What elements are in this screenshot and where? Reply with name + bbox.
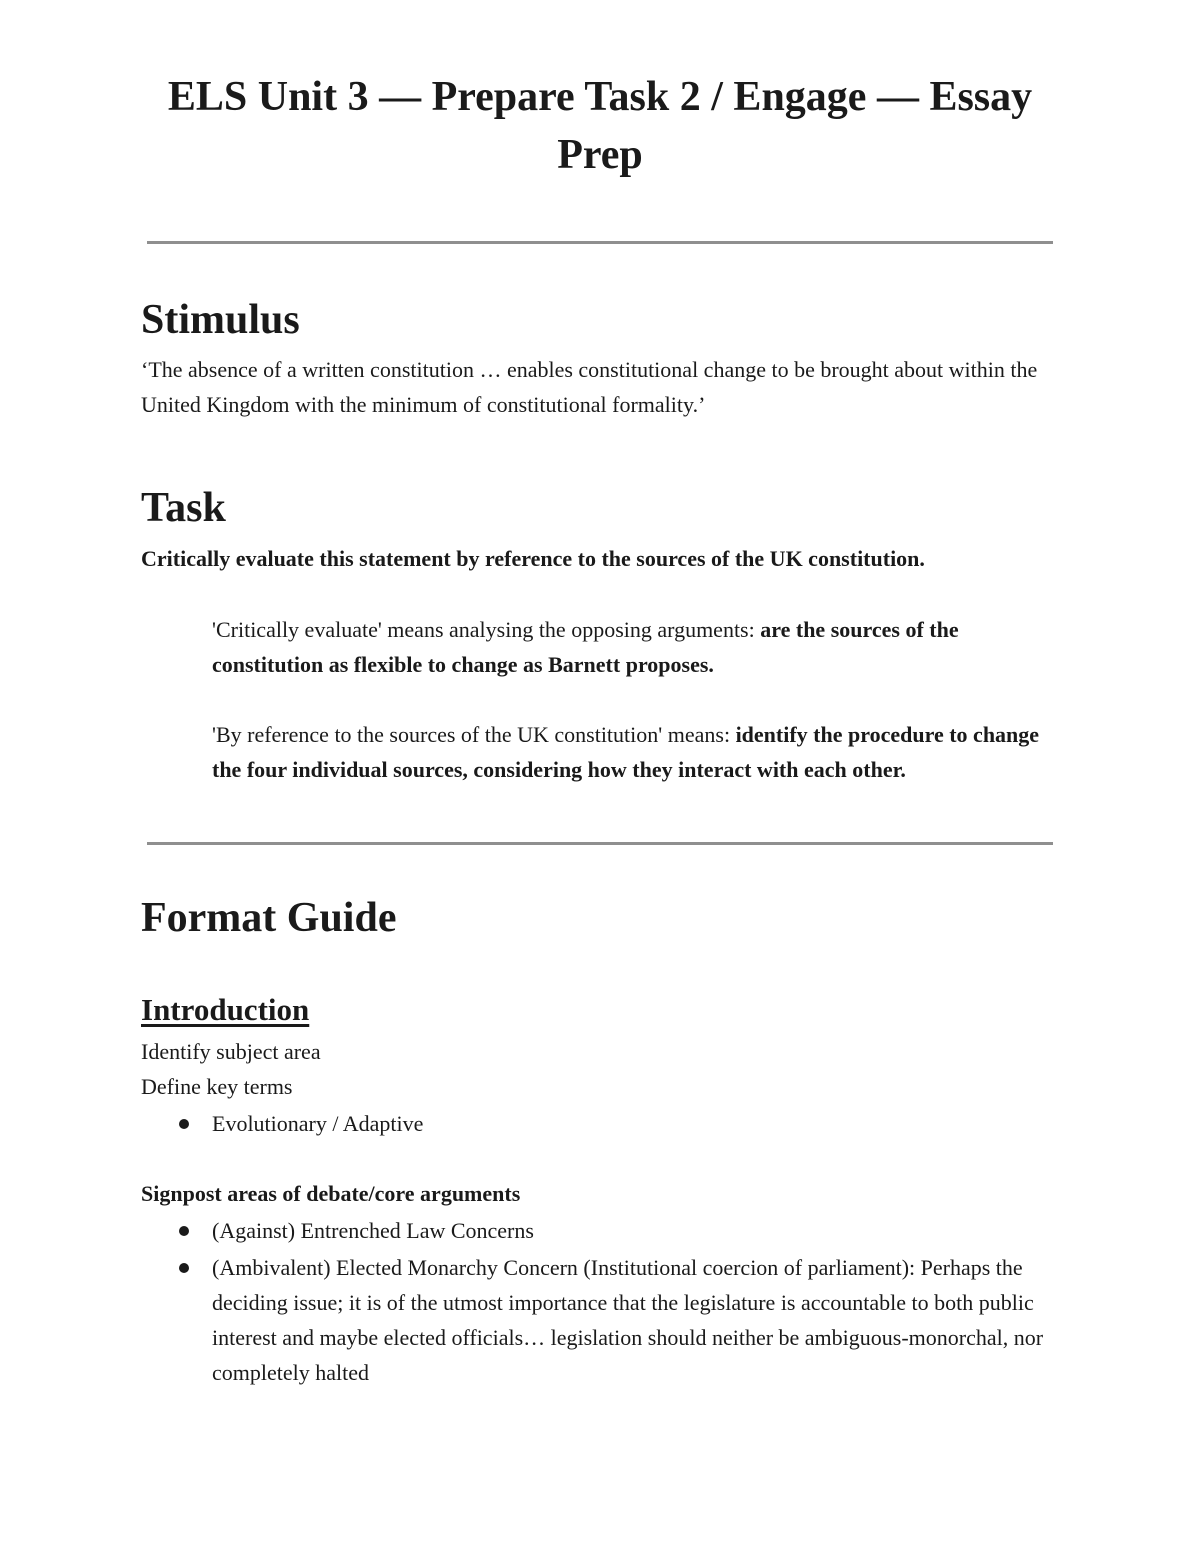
intro-line: Identify subject area: [141, 1039, 321, 1064]
list-item: [141, 1213, 1061, 1248]
stimulus-heading: Stimulus: [141, 297, 300, 343]
format-guide-heading: Format Guide: [141, 895, 397, 941]
list-item: [141, 1106, 1061, 1141]
task-heading: Task: [141, 485, 226, 531]
bullet-icon: [179, 1263, 189, 1273]
task-statement: Critically evaluate this statement by reference to the sources of the UK constitution.: [141, 546, 925, 571]
list-item-text: (Ambivalent) Elected Monarchy Concern (Institutional coercion of parliament): Perhaps the deciding issue; it is of the utmost importance that the legislature is accountable to both public interest and maybe elected officials… legislation should neither be ambiguous-monorchal, nor completely halted: [212, 1255, 1044, 1385]
signpost-heading: Signpost areas of debate/core arguments: [141, 1181, 521, 1206]
task-note: [212, 612, 1062, 682]
intro-line: Define key terms: [141, 1074, 293, 1099]
divider: [147, 241, 1053, 244]
signpost-list: [141, 1213, 1061, 1392]
task-note-emphasis: are the sources of the constitution as flexible to change as Barnett proposes.: [212, 617, 959, 677]
list-item-text: (Against) Entrenched Law Concerns: [212, 1218, 534, 1243]
divider: [147, 842, 1053, 845]
task-note-lead: 'By reference to the sources of the UK constitution' means:: [212, 722, 736, 747]
stimulus-quote: ‘The absence of a written constitution … enables constitutional change to be brought about within the United Kingdom with the minimum of constitutional formality.’: [141, 357, 1038, 417]
introduction-heading: Introduction: [141, 992, 310, 1027]
document-title: ELS Unit 3 — Prepare Task 2 / Engage — Essay Prep: [167, 74, 1033, 178]
task-note-lead: 'Critically evaluate' means analysing the opposing arguments:: [212, 617, 761, 642]
list-item: [141, 1250, 1061, 1390]
key-terms-list: [141, 1106, 1061, 1143]
bullet-icon: [179, 1119, 189, 1129]
bullet-icon: [179, 1226, 189, 1236]
task-note-emphasis: identify the procedure to change the four individual sources, considering how they interact with each other.: [212, 722, 1040, 782]
task-note: [212, 717, 1062, 787]
list-item-text: Evolutionary / Adaptive: [212, 1111, 424, 1136]
